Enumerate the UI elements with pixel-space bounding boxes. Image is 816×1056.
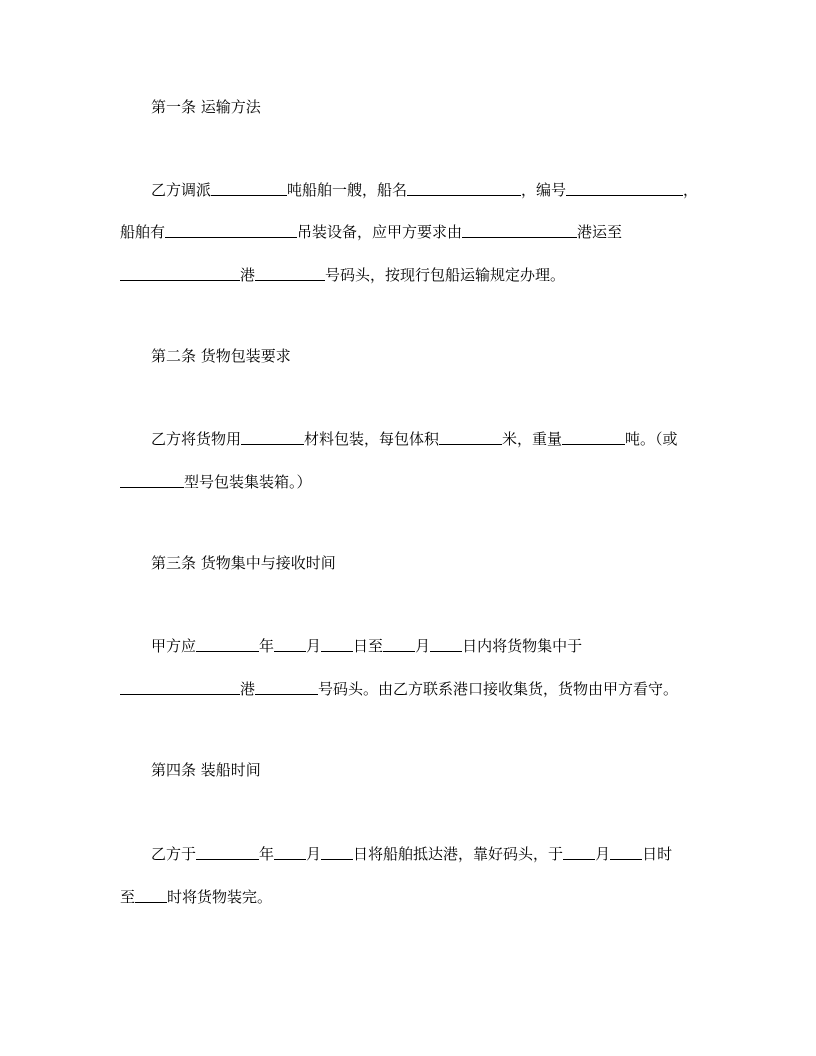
blank-wharf-number (255, 265, 325, 281)
blank-day (430, 636, 462, 652)
text: 号码头，按现行包船运输规定办理。 (325, 266, 566, 284)
text: 型号包装集装箱。） (184, 473, 312, 491)
blank-month (274, 636, 306, 652)
text: 港运至 (577, 223, 623, 241)
text: 月 (306, 845, 322, 863)
article-1-heading: 第一条 运输方法 (151, 98, 261, 116)
text: ， (683, 181, 699, 199)
text: 米，重量 (502, 430, 563, 448)
text: 月 (306, 637, 322, 655)
article-2-line-1 (151, 429, 678, 449)
blank-year (196, 636, 259, 652)
text: 乙方调派 (151, 181, 212, 199)
blank-packing-material (241, 429, 304, 445)
text: 至 (120, 888, 136, 906)
blank-wharf-number (255, 679, 318, 695)
article-3-heading: 第三条 货物集中与接收时间 (151, 554, 336, 572)
text: 年 (259, 637, 275, 655)
article-1-line-2 (120, 222, 622, 242)
article-2-line-2 (120, 472, 312, 492)
text: 日时 (642, 845, 673, 863)
blank-container-model (120, 472, 184, 488)
text: 材料包装，每包体积 (304, 430, 440, 448)
blank-month (383, 636, 415, 652)
article-3-line-2 (120, 679, 678, 699)
text: 港 (240, 266, 256, 284)
article-1-line-1 (151, 180, 698, 200)
text: 日内将货物集中于 (462, 637, 583, 655)
blank-package-weight (562, 429, 625, 445)
article-4-line-1 (151, 844, 672, 864)
text: 船舶有 (120, 223, 166, 241)
text: 日至 (353, 637, 384, 655)
blank-hour (135, 887, 167, 903)
text: 乙方于 (151, 845, 197, 863)
blank-day (321, 636, 353, 652)
text: 乙方将货物用 (151, 430, 242, 448)
article-2-heading: 第二条 货物包装要求 (151, 347, 291, 365)
text: 甲方应 (151, 637, 197, 655)
text: 年 (259, 845, 275, 863)
blank-year (196, 844, 259, 860)
text: 吨。（或 (625, 430, 678, 448)
text: ，编号 (521, 181, 567, 199)
text: 港 (240, 680, 256, 698)
blank-month (563, 844, 595, 860)
text: 时将货物装完。 (167, 888, 273, 906)
article-4-heading: 第四条 装船时间 (151, 761, 261, 779)
article-1-line-3 (120, 265, 565, 285)
blank-lifting-equipment (165, 222, 297, 238)
text: 日将船舶抵达港，靠好码头，于 (353, 845, 564, 863)
blank-origin-port (462, 222, 577, 238)
blank-package-volume (439, 429, 502, 445)
blank-month (274, 844, 306, 860)
blank-day (610, 844, 642, 860)
blank-collection-port (120, 679, 240, 695)
text: 吨船舶一艘，船名 (287, 181, 408, 199)
article-4-line-2 (120, 887, 272, 907)
blank-day (321, 844, 353, 860)
text: 吊装设备，应甲方要求由 (297, 223, 463, 241)
article-3-line-1 (151, 636, 582, 656)
blank-ship-name (407, 180, 521, 196)
text: 月 (415, 637, 431, 655)
blank-destination-port (120, 265, 240, 281)
text: 月 (595, 845, 611, 863)
blank-ship-number (566, 180, 683, 196)
blank-tonnage (211, 180, 287, 196)
text: 号码头。由乙方联系港口接收集货，货物由甲方看守。 (318, 680, 679, 698)
